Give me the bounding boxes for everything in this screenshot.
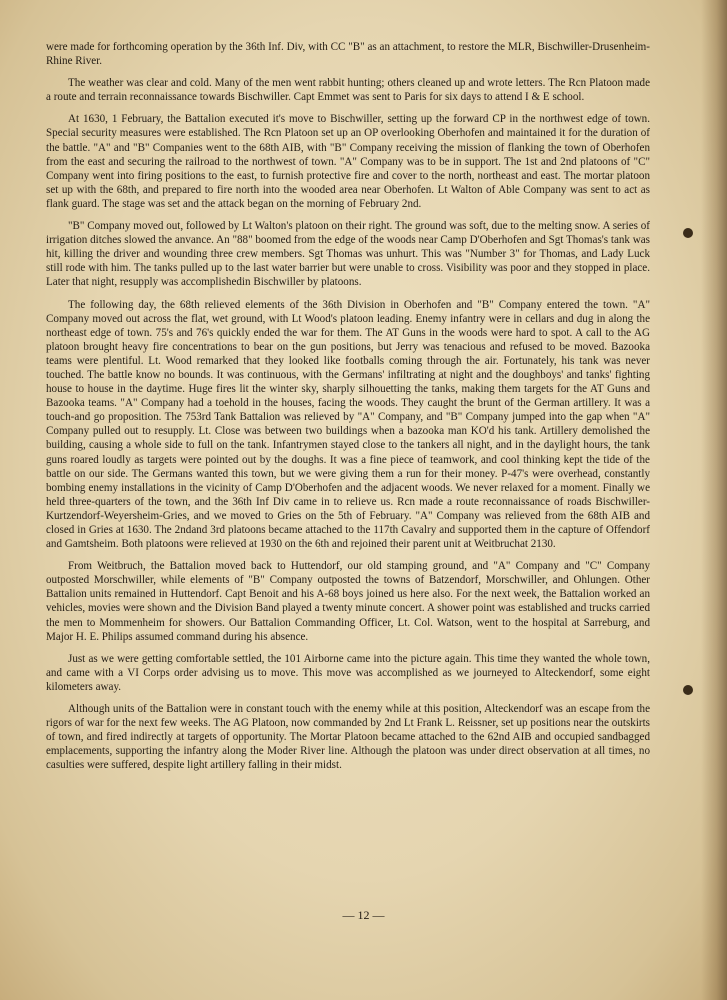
paragraph-6: From Weitbruch, the Battalion moved back to Huttendorf, our old stamping ground, and "A" Company and "C" Company outposted Morschwiller, while elements of "B" Company outposted the towns of Batzendorf, Morschwiller, and Ohlungen. Other Battalion units remained in Huttendorf. Capt Benoit and his A-68 boys joined us here also. For the next week, the Battalion worked an vehicles, movies were shown and the Division Band played a twenty minute concert. A shower point was established and trucks carried the men to Mommenheim for showers. Our Battalion Commanding Officer, Lt. Col. Watson, went to the hospital at Sarreburg, and Major H. E. Philips assumed command during his absence. [46, 560, 650, 643]
page-binding-shadow [701, 0, 727, 1000]
body-text [46, 40, 650, 781]
paragraph-7: Just as we were getting comfortable settled, the 101 Airborne came into the picture again. This time they wanted the whole town, and came with a VI Corps order advising us to move. This move was accomplished as we journeyed to Alteckendorf, some eight kilometers away. [46, 652, 650, 693]
paragraph-1: were made for forthcoming operation by the 36th Inf. Div, with CC "B" as an attachment, to restore the MLR, Bischwiller-Drusenheim-Rhine River. [46, 41, 650, 68]
paragraph-8: Although units of the Battalion were in constant touch with the enemy while at this position, Alteckendorf was an escape from the rigors of war for the next few weeks. The AG Platoon, now commanded by 2nd Lt Frank L. Reissner, set up positions near the outskirts of town, and fired indirectly at targets of opportunity. The Mortar Platoon became attached to the 62nd AIB and occupied sandbagged emplacements, supporting the infantry along the Moder River line. Although the platoon was under direct observation at all times, no casulties were suffered, despite light artillery falling in their midst. [46, 703, 650, 772]
paragraph-5: The following day, the 68th relieved elements of the 36th Division in Oberhofen and "B" Company entered the town. "A" Company moved out across the flat, wet ground, with Lt Wood's platoon leading. Enemy infantry were in cellars and dug in along the northeast edge of town. 75's and 76's quickly ended the war for them. The AT Guns in the woods were hard to spot. A call to the AG platoon brought heavy fire concentrations to bear on the gun positions, but Jerry was tenacious and refused to be moved. Bazooka teams were plentiful. Lt. Wood remarked that they looked like footballs coming through the air. Fortunately, his tank was never touched. The battle know no bounds. It was continuous, with the Germans' infiltrating at night and the doughboys' and tanks' fighting house to house in the daytime. Huge fires lit the winter sky, sharply silhouetting the tanks, making them targets for the AT Guns and Bazooka teams. "A" Company had a toehold in the houses, facing the woods. They caught the brunt of the German artillery. It was a touch-and go proposition. The 753rd Tank Battalion was relieved by "A" Company, and "B" Company jumped into the gap when "A" Company pulled out to resupply. Lt. Close was between two buildings when a bazooka man KO'd his tank. Artillery demolished the building, causing a whole side to full on the tank. Infantrymen stayed close to the tankers all night, and in the daylight hours, the tank guns roared loudly as targets were pointed out by the doughs. It was a fine piece of teamwork, and cool thinking kept the tide of the battle on our side. The Germans wanted this town, but we were giving them a run for their money. P-47's were overhead, constantly bombing enemy installations in the vicinity of Camp D'Oberhofen and the adjacent woods. We never relaxed for a moment. Finally we held three-quarters of the town, and the 36th Inf Div came in to relieve us. Rcn made a route reconnaissance of roads Bischwiller-Kurtzendorf-Weyersheim-Gries, and we moved to Gries on the 5th of February. "A" Company was relieved from the 68th AIB and closed in Gries at 1630. The 2ndand 3rd platoons became attached to the 117th Cavalry and supported them in the capture of Offendorf and Gamtsheim. Both platoons were relieved at 1930 on the 6th and rejoined their parent unit at Weitbruchat 2130. [46, 298, 650, 551]
paragraph-2: The weather was clear and cold. Many of the men went rabbit hunting; others cleaned up and wrote letters. The Rcn Platoon made a route and terrain reconnaissance towards Bischwiller. Capt Emmet was sent to Paris for six days to attend I & E school. [46, 77, 650, 104]
punch-hole-bottom [683, 685, 693, 695]
punch-hole-top [683, 228, 693, 238]
paragraph-4: "B" Company moved out, followed by Lt Walton's platoon on their right. The ground was soft, due to the melting snow. A series of irrigation ditches slowed the anvance. An "88" boomed from the edge of the woods near Camp D'Oberhofen and Sgt Thomas's tank was hit, killing the driver and wounding three crew members. Sgt Thomas was unhurt. This was "Number 3" for Thomas, and Lady Luck still rode with him. The tanks pulled up to the last water barrier but were unable to cross. Visibility was poor and they stopped in place. Later that night, resupply was accomplishedin Bischwiller by platoons. [46, 220, 650, 289]
page-number: — 12 — [342, 908, 385, 922]
paragraph-3: At 1630, 1 February, the Battalion executed it's move to Bischwiller, setting up the forward CP in the northwest edge of town. Special security measures were established. The Rcn Platoon set up an OP overlooking Oberhofen and maintained it for the duration of the battle. "A" and "B" Companies went to the 68th AIB, with "B" Company receiving the mission of flanking the town of Oberhofen from the east and securing the railroad to the northwest of town. "A" Company was to be in support. The 1st and 2nd platoons of "C" Company went into firing positions to the east, to furnish protective fire and cover to the north, northeast and east. The mortar platoon set up with the 68th, and prepared to fire north into the wooded area near Oberhofen. Lt Walton of Able Company was sent to act as flank guard. The stage was set and the attack began on the morning of February 2nd. [46, 113, 650, 210]
